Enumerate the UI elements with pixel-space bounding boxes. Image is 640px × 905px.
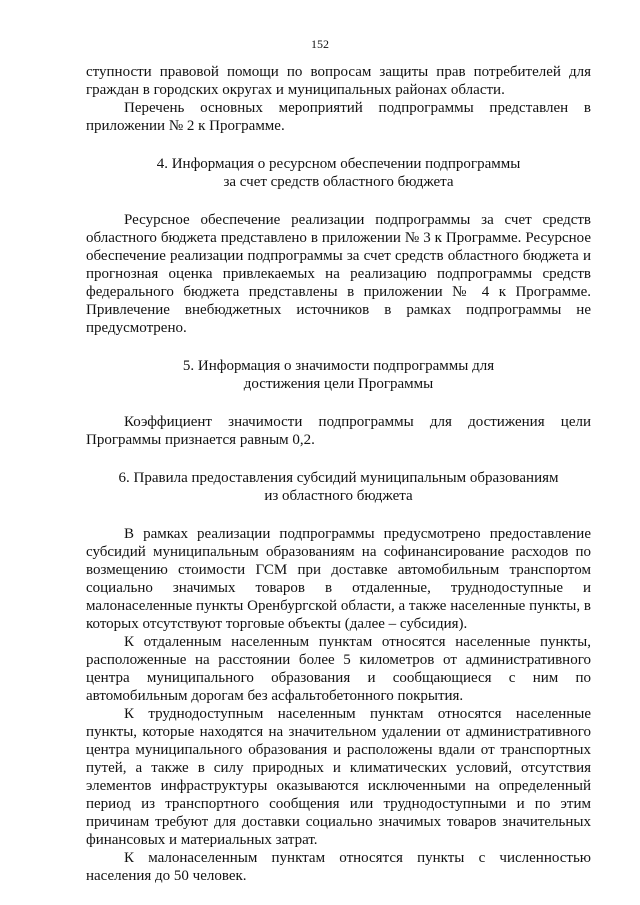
section-heading-4-line-1: 4. Информация о ресурсном обеспечении подпрограммы bbox=[156, 156, 521, 172]
paragraph-hard-to-reach-settlements: К труднодоступным населенным пунктам относятся населенные пункты, которые находятся на значительном удалении от административного центра муниципального образования и расположены вдали от транспортных путей, а также в силу природных и климатических условий, отсутствия элементов инфраструктуры оказываются исключенными на определенный период из транспортного сообщения или труднодоступными и по этим причинам требуют для доставки социально значимых товаров значительных финансовых и материальных затрат. bbox=[86, 706, 591, 848]
section-heading-6 bbox=[86, 469, 591, 505]
document-body bbox=[86, 63, 591, 885]
section-heading-6-line-2: из областного бюджета bbox=[264, 488, 413, 504]
paragraph-remote-settlements: К отдаленным населенным пунктам относятся населенные пункты, расположенные на расстоянии более 5 километров от административного центра муниципального образования и сообщающиеся с ним по автомобильным дорогам без асфальтобетонного покрытия. bbox=[86, 634, 591, 704]
paragraph-sparsely-populated-settlements: К малонаселенным пунктам относятся пункты с численностью населения до 50 человек. bbox=[86, 850, 591, 884]
paragraph-continued: ступности правовой помощи по вопросам защиты прав потребителей для граждан в городских округах и муниципальных районах области. bbox=[86, 64, 591, 98]
paragraph-resource-support: Ресурсное обеспечение реализации подпрограммы за счет средств областного бюджета представлено в приложении № 3 к Программе. Ресурсное обеспечение реализации подпрограммы за счет средств областного бюджета и прогнозная оценка привлекаемых на реализацию подпрограммы средств федерального бюджета представлены в приложении № 4 к Программе. Привлечение внебюджетных источников в рамках подпрограммы не предусмотрено. bbox=[86, 212, 591, 336]
section-heading-5-line-1: 5. Информация о значимости подпрограммы для bbox=[182, 358, 495, 374]
section-heading-6-line-1: 6. Правила предоставления субсидий муниципальным образованиям bbox=[118, 470, 559, 486]
page-number: 152 bbox=[311, 37, 329, 51]
paragraph-significance: Коэффициент значимости подпрограммы для достижения цели Программы признается равным 0,2. bbox=[86, 414, 591, 448]
section-heading-4 bbox=[86, 155, 591, 191]
paragraph-subsidy-purpose: В рамках реализации подпрограммы предусмотрено предоставление субсидий муниципальным образованиям на софинансирование расходов по возмещению стоимости ГСМ при доставке автомобильным транспортом социально значимых товаров в отдаленные, труднодоступные и малонаселенные пункты Оренбургской области, а также населенные пункты, в которых отсутствуют торговые объекты (далее – субсидия). bbox=[86, 526, 591, 632]
section-heading-4-line-2: за счет средств областного бюджета bbox=[223, 174, 454, 190]
paragraph-activities-reference: Перечень основных мероприятий подпрограммы представлен в приложении № 2 к Программе. bbox=[86, 100, 591, 134]
section-heading-5 bbox=[86, 357, 591, 393]
section-heading-5-line-2: достижения цели Программы bbox=[243, 376, 434, 392]
